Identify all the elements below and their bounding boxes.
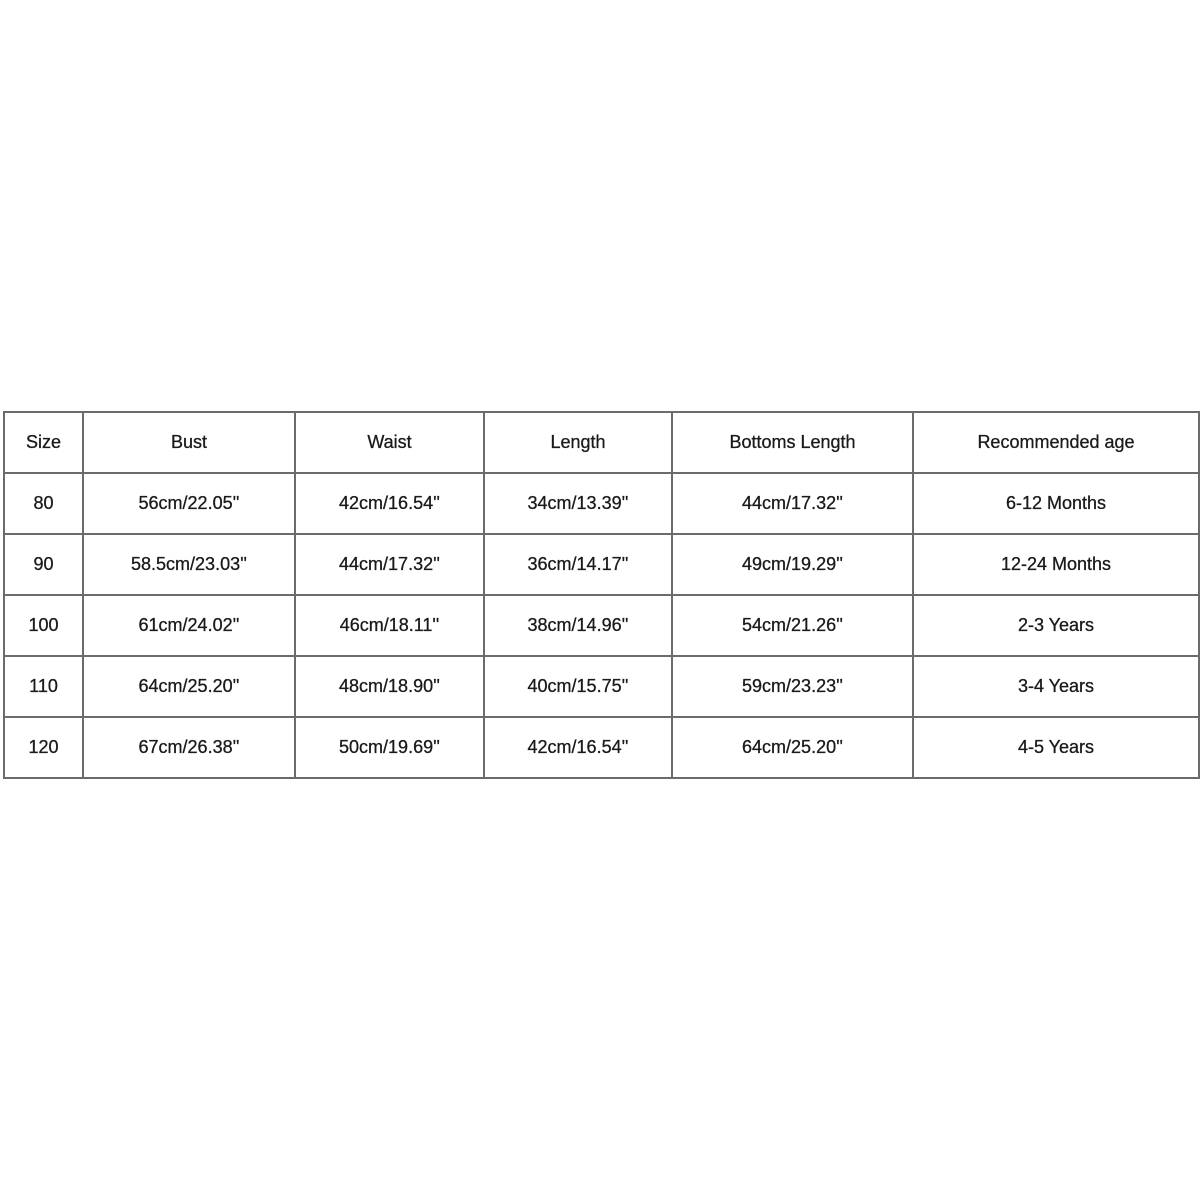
cell-recommended-age: 6-12 Months xyxy=(913,473,1199,534)
cell-waist: 44cm/17.32'' xyxy=(295,534,484,595)
size-chart-table xyxy=(3,411,1200,779)
cell-bust: 64cm/25.20'' xyxy=(83,656,295,717)
table-header-row xyxy=(4,412,1199,473)
header-waist: Waist xyxy=(295,412,484,473)
table-row xyxy=(4,473,1199,534)
header-length: Length xyxy=(484,412,672,473)
table-row xyxy=(4,717,1199,778)
cell-size: 100 xyxy=(4,595,83,656)
table-row xyxy=(4,595,1199,656)
cell-recommended-age: 12-24 Months xyxy=(913,534,1199,595)
cell-size: 110 xyxy=(4,656,83,717)
cell-waist: 48cm/18.90'' xyxy=(295,656,484,717)
cell-bottoms-length: 64cm/25.20'' xyxy=(672,717,913,778)
cell-length: 36cm/14.17'' xyxy=(484,534,672,595)
header-size: Size xyxy=(4,412,83,473)
cell-waist: 50cm/19.69'' xyxy=(295,717,484,778)
cell-length: 40cm/15.75'' xyxy=(484,656,672,717)
cell-bottoms-length: 59cm/23.23'' xyxy=(672,656,913,717)
table-row xyxy=(4,534,1199,595)
header-bottoms-length: Bottoms Length xyxy=(672,412,913,473)
cell-bottoms-length: 44cm/17.32'' xyxy=(672,473,913,534)
cell-bust: 56cm/22.05'' xyxy=(83,473,295,534)
cell-waist: 46cm/18.11'' xyxy=(295,595,484,656)
cell-bust: 61cm/24.02'' xyxy=(83,595,295,656)
cell-recommended-age: 3-4 Years xyxy=(913,656,1199,717)
cell-length: 38cm/14.96'' xyxy=(484,595,672,656)
cell-length: 42cm/16.54'' xyxy=(484,717,672,778)
cell-recommended-age: 2-3 Years xyxy=(913,595,1199,656)
header-bust: Bust xyxy=(83,412,295,473)
cell-size: 120 xyxy=(4,717,83,778)
cell-size: 80 xyxy=(4,473,83,534)
cell-bust: 58.5cm/23.03'' xyxy=(83,534,295,595)
table-row xyxy=(4,656,1199,717)
header-recommended-age: Recommended age xyxy=(913,412,1199,473)
cell-recommended-age: 4-5 Years xyxy=(913,717,1199,778)
cell-length: 34cm/13.39'' xyxy=(484,473,672,534)
cell-bust: 67cm/26.38'' xyxy=(83,717,295,778)
cell-size: 90 xyxy=(4,534,83,595)
cell-bottoms-length: 49cm/19.29'' xyxy=(672,534,913,595)
cell-waist: 42cm/16.54'' xyxy=(295,473,484,534)
cell-bottoms-length: 54cm/21.26'' xyxy=(672,595,913,656)
